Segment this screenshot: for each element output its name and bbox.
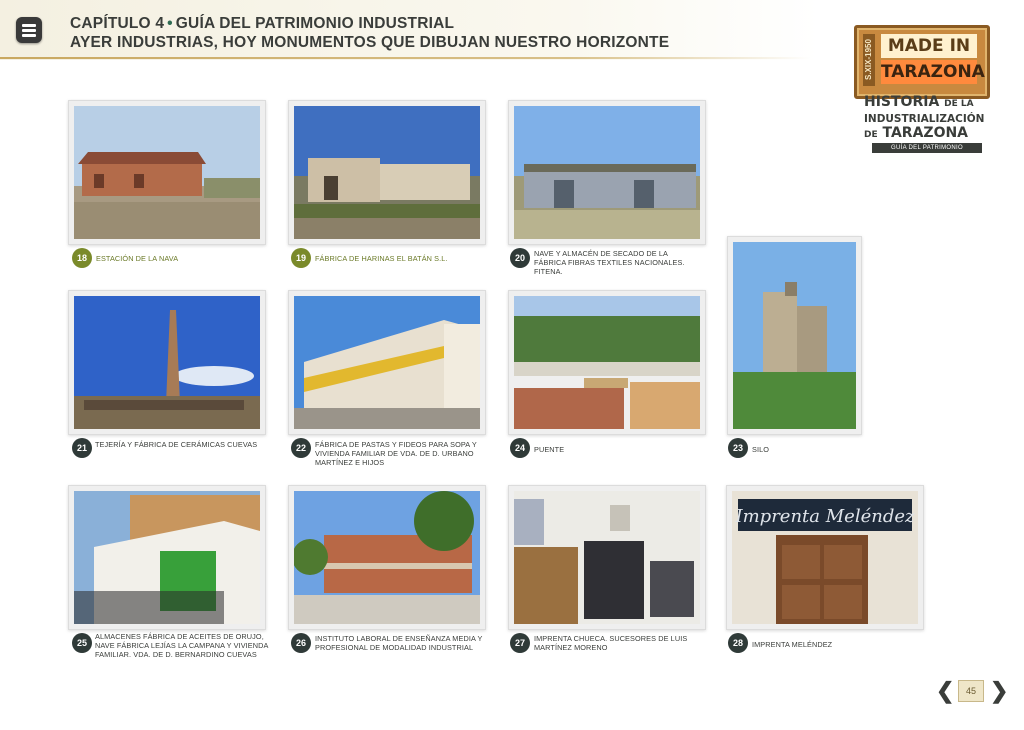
photo-silo[interactable] [727, 236, 862, 435]
photo-estacion-de-la-nava[interactable] [68, 100, 266, 245]
item-caption: ESTACIÓN DE LA NAVA [96, 254, 179, 263]
item-caption: IMPRENTA CHUECA. SUCESORES DE LUIS MARTÍNEZ MORENO [534, 634, 688, 652]
logo-side-text: S.XIX-1950 [863, 34, 875, 86]
logo-industrializacion: INDUSTRIALIZACIÓN [864, 113, 985, 125]
logo-history: HISTORIA [864, 94, 940, 110]
photo-nave-fitena[interactable] [508, 100, 706, 245]
print-shop-image [514, 491, 700, 624]
item-caption: IMPRENTA MELÉNDEZ [752, 640, 833, 649]
logo-de-la: DE LA [944, 99, 974, 109]
item-number-badge: 28 [728, 633, 748, 653]
silo-image [733, 242, 856, 429]
logo-ticket [854, 25, 990, 99]
item-number-badge: 20 [510, 248, 530, 268]
mill-image [294, 106, 480, 239]
institute-image [294, 491, 480, 624]
photo-imprenta-melendez[interactable] [726, 485, 924, 630]
chevron-left-icon[interactable]: ❮ [936, 678, 955, 703]
item-caption: NAVE Y ALMACÉN DE SECADO DE LA FÁBRICA FIBRAS TEXTILES NACIONALES. FITENA. [534, 249, 685, 276]
item-number-badge: 18 [72, 248, 92, 268]
warehouse-image [514, 106, 700, 239]
item-caption: PUENTE [534, 445, 565, 454]
item-number-badge: 24 [510, 438, 530, 458]
logo-history-text [864, 95, 990, 142]
logo-made-in: MADE IN [881, 34, 977, 58]
chevron-right-icon[interactable]: ❯ [990, 678, 1009, 703]
item-number-badge: 25 [72, 633, 92, 653]
melendez-sign-text: Imprenta Meléndez [735, 506, 915, 527]
photo-tejeria-ceramicas-cuevas[interactable] [68, 290, 266, 435]
made-in-tarazona-logo [850, 25, 990, 165]
item-caption: FÁBRICA DE PASTAS Y FIDEOS PARA SOPA Y VIVIENDA FAMILIAR DE VDA. DE D. URBANO MARTÍNEZ E HIJOS [315, 440, 477, 467]
item-number-badge: 26 [291, 633, 311, 653]
chapter-subject: GUÍA DEL PATRIMONIO INDUSTRIAL [175, 15, 455, 32]
item-caption: FÁBRICA DE HARINAS EL BATÁN S.L. [315, 254, 448, 263]
item-number-badge: 21 [72, 438, 92, 458]
bridge-image [514, 296, 700, 429]
pasta-factory-image [294, 296, 480, 429]
chapter-title [70, 15, 454, 33]
item-number-badge: 27 [510, 633, 530, 653]
oil-warehouse-image [74, 491, 260, 624]
photo-imprenta-chueca[interactable] [508, 485, 706, 630]
title-separator: • [167, 15, 173, 32]
logo-tarazona: TARAZONA [881, 62, 985, 82]
page-number: 45 [958, 680, 984, 702]
logo-guide-strip: GUÍA DEL PATRIMONIO INDUSTRIAL [872, 143, 982, 153]
chapter-subtitle: AYER INDUSTRIAS, HOY MONUMENTOS QUE DIBUJAN NUESTRO HORIZONTE [70, 34, 670, 51]
photo-almacenes-aceites-orujo[interactable] [68, 485, 266, 630]
photo-instituto-laboral[interactable] [288, 485, 486, 630]
photo-fabrica-harinas-el-batan[interactable] [288, 100, 486, 245]
station-image [74, 106, 260, 239]
photo-puente[interactable] [508, 290, 706, 435]
item-number-badge: 23 [728, 438, 748, 458]
logo-tarazona-2: TARAZONA [882, 125, 969, 141]
item-number-badge: 19 [291, 248, 311, 268]
item-caption: SILO [752, 445, 770, 454]
item-caption: TEJERÍA Y FÁBRICA DE CERÁMICAS CUEVAS [95, 440, 258, 449]
item-caption: INSTITUTO LABORAL DE ENSEÑANZA MEDIA Y PROFESIONAL DE MODALIDAD INDUSTRIAL [315, 634, 483, 652]
logo-de: DE [864, 130, 878, 140]
chimney-image [74, 296, 260, 429]
header-divider [0, 57, 810, 59]
chapter-label: CAPÍTULO 4 [70, 15, 165, 32]
melendez-image [732, 491, 918, 624]
photo-fabrica-pastas-fideos[interactable] [288, 290, 486, 435]
menu-icon[interactable] [16, 17, 42, 43]
item-caption: ALMACENES FÁBRICA DE ACEITES DE ORUJO, NAVE FÁBRICA LEJÍAS LA CAMPANA Y VIVIENDA FAMILIAR. VDA. DE D. BERNARDINO CUEVAS [95, 632, 269, 659]
item-number-badge: 22 [291, 438, 311, 458]
